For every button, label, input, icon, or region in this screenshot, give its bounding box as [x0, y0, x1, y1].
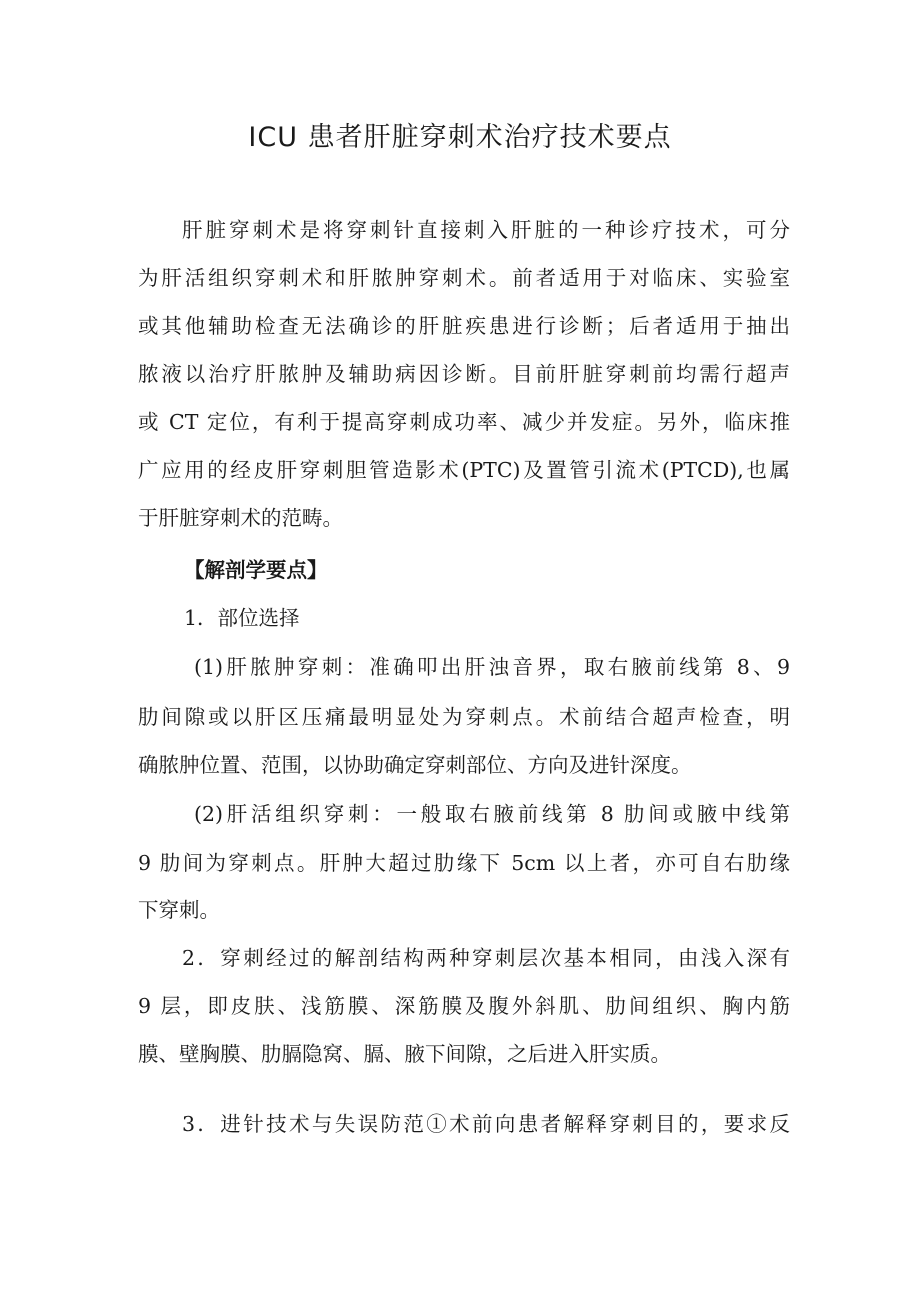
- document-title: ICU 患者肝脏穿刺术治疗技术要点: [248, 122, 672, 153]
- item1-p2-line-1: (2)肝活组织穿刺：一般取右腋前线第 8 肋间或腋中线第: [194, 802, 790, 826]
- item2-line-3: 膜、壁胸膜、肋膈隐窝、膈、腋下间隙，之后进入肝实质。: [138, 1042, 671, 1066]
- intro-line-3: 或其他辅助检查无法确诊的肝脏疾患进行诊断；后者适用于抽出: [138, 314, 790, 338]
- section-heading: 【解剖学要点】: [184, 558, 328, 582]
- item1-p2-line-3: 下穿刺。: [138, 898, 220, 922]
- item1-p1-line-2: 肋间隙或以肝区压痛最明显处为穿刺点。术前结合超声检查，明: [138, 705, 790, 729]
- item1-title: 1．部位选择: [184, 606, 300, 630]
- item1-p1-line-1: (1)肝脓肿穿刺：准确叩出肝浊音界，取右腋前线第 8、9: [194, 655, 790, 679]
- intro-line-5: 或 CT 定位，有利于提高穿刺成功率、减少并发症。另外，临床推: [138, 410, 790, 434]
- item1-p2-line-2: 9 肋间为穿刺点。肝肿大超过肋缘下 5cm 以上者，亦可自右肋缘: [138, 851, 790, 875]
- intro-line-7: 于肝脏穿刺术的范畴。: [138, 506, 343, 530]
- item2-line-2: 9 层，即皮肤、浅筋膜、深筋膜及腹外斜肌、肋间组织、胸内筋: [138, 994, 790, 1018]
- item1-p1-line-3: 确脓肿位置、范围，以协助确定穿刺部位、方向及进针深度。: [138, 753, 692, 777]
- intro-line-1: 肝脏穿刺术是将穿刺针直接刺入肝脏的一种诊疗技术，可分: [182, 218, 790, 242]
- intro-line-2: 为肝活组织穿刺术和肝脓肿穿刺术。前者适用于对临床、实验室: [138, 266, 790, 290]
- intro-line-4: 脓液以治疗肝脓肿及辅助病因诊断。目前肝脏穿刺前均需行超声: [138, 362, 790, 386]
- intro-line-6: 广应用的经皮肝穿刺胆管造影术(PTC)及置管引流术(PTCD),也属: [138, 458, 790, 482]
- item2-line-1: 2．穿刺经过的解剖结构两种穿刺层次基本相同，由浅入深有: [182, 946, 790, 970]
- item3-line-1: 3．进针技术与失误防范①术前向患者解释穿刺目的，要求反: [182, 1112, 790, 1136]
